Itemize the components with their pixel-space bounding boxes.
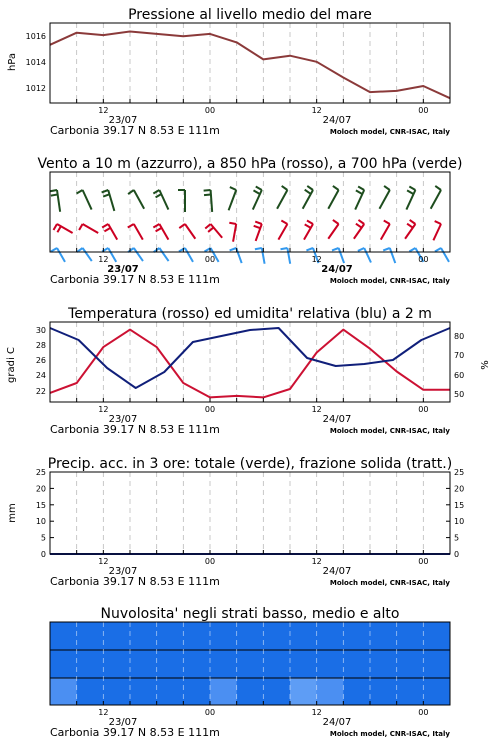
precip-ytick-right: 5: [454, 533, 460, 543]
wind-barb-shaft: [185, 248, 193, 262]
x-date-label: 24/07: [322, 566, 352, 577]
cloud-cells: [50, 622, 450, 705]
model-credit: Moloch model, CNR-ISAC, Italy: [329, 277, 450, 285]
pressure-title: Pressione al livello medio del mare: [128, 7, 372, 23]
wind-barb-feather: [77, 190, 83, 194]
wind-barb-feather: [305, 224, 311, 228]
location-label: Carbonia 39.17 N 8.53 E 111m: [50, 423, 220, 436]
x-time-tick-label: 00: [418, 106, 429, 115]
temperature-plot-frame: [50, 322, 450, 402]
wind-barb-shaft: [185, 224, 195, 239]
pressure-ytick: 1016: [25, 32, 46, 41]
wind-barb-shaft: [441, 248, 449, 262]
temperature-ytick: 30: [35, 326, 46, 335]
x-date-label: 23/07: [108, 115, 138, 126]
wind-barb-feather: [230, 187, 236, 190]
x-time-tick-label: 12: [311, 106, 322, 115]
x-date-label: 23/07: [107, 264, 139, 275]
precip-yticks: [36, 468, 464, 559]
wind-barb-feather: [204, 194, 211, 195]
wind-barb-feather: [255, 222, 262, 224]
pressure-gridlines: [77, 23, 424, 103]
x-time-tick-label: 00: [418, 405, 429, 414]
pressure-line: [50, 32, 450, 99]
x-time-tick-label: 00: [204, 106, 216, 115]
wind-barb-feather: [332, 248, 339, 250]
precip-ytick-left: 20: [35, 484, 46, 494]
wind-barb-feather: [128, 248, 134, 252]
wind-barb-shaft: [108, 248, 116, 262]
precip-ytick-left: 10: [35, 517, 46, 527]
wind-barb-feather: [204, 190, 211, 191]
wind-barb-feather: [51, 194, 58, 195]
cloud-row-medio: [50, 650, 450, 678]
wind-barb-feather: [253, 190, 259, 194]
wind-barb-shaft: [83, 190, 92, 210]
wind-barb-feather: [356, 224, 362, 228]
x-time-tick-label: 12: [311, 557, 322, 566]
x-time-tick-label: 12: [98, 557, 109, 566]
x-date-label: 24/07: [322, 717, 352, 728]
wind-barb-shaft: [159, 224, 168, 240]
wind-barb-shaft: [277, 190, 287, 209]
pressure-ytick: 1012: [25, 84, 46, 93]
wind-barb-feather: [307, 186, 313, 190]
wind-barb-feather: [356, 190, 362, 194]
model-credit: Moloch model, CNR-ISAC, Italy: [329, 427, 450, 435]
x-time-tick-label: 00: [204, 557, 216, 566]
wind-barb-feather: [230, 248, 237, 250]
wind-barb-feather: [179, 248, 185, 252]
temperature-panel: [6, 306, 491, 402]
x-date-label: 23/07: [108, 566, 138, 577]
x-date-label: 23/07: [108, 414, 138, 425]
precip-ytick-left: 5: [40, 533, 46, 543]
cloud-cell-thin: [317, 678, 344, 705]
wind-barb-feather: [333, 186, 339, 190]
pressure-ytick: 1014: [25, 58, 46, 67]
humidity-line: [50, 328, 450, 388]
humidity-ytick: 50: [454, 390, 465, 399]
x-time-tick-label: 12: [311, 708, 322, 717]
wind-barb-feather: [435, 221, 441, 224]
x-time-tick-label: 00: [418, 708, 429, 717]
wind-barb-feather: [409, 187, 415, 191]
x-date-label: 24/07: [321, 264, 353, 275]
wind-barb-shaft: [379, 190, 389, 209]
wind-barb-feather: [79, 224, 83, 230]
wind-barb-feather: [77, 248, 83, 252]
precip-ytick-left: 25: [35, 468, 46, 477]
x-time-tick-label: 12: [98, 708, 109, 717]
wind-barb-feather: [208, 227, 213, 231]
wind-barb-feather: [384, 221, 390, 225]
humidity-ytick: 80: [454, 332, 465, 341]
humidity-ytick: 70: [454, 351, 465, 360]
temperature-ytick: 24: [35, 371, 46, 380]
wind-barb-feather: [358, 220, 364, 224]
cloud-cell-thin: [210, 678, 237, 705]
wind-barb-feather: [104, 228, 110, 232]
wind-barb-feather: [358, 187, 364, 191]
wind-barb-feather: [254, 226, 261, 228]
location-label: Carbonia 39.17 N 8.53 E 111m: [50, 124, 220, 137]
wind-barb-shaft: [431, 190, 441, 209]
wind-barb-feather: [383, 248, 390, 250]
temperature-xticks: [77, 398, 424, 402]
wind-barb-feather: [435, 248, 441, 252]
x-date-label: 23/07: [108, 717, 138, 728]
wind-barb-shaft: [229, 190, 237, 210]
precip-gridlines: [77, 472, 424, 554]
precip-ytick-right: 15: [454, 500, 465, 510]
wind-barb-feather: [358, 248, 364, 251]
cloud-row-basso: [50, 678, 450, 705]
wind-plot-frame: [50, 172, 450, 252]
precip-ytick-right: 25: [454, 468, 465, 477]
wind-barb-feather: [407, 190, 413, 194]
x-time-tick-label: 12: [98, 255, 109, 264]
pressure-series: [50, 32, 450, 99]
wind-barb-feather: [281, 248, 288, 249]
wind-barb-shaft: [83, 248, 92, 261]
wind-barb-shaft: [381, 224, 390, 240]
wind-barb-shaft: [134, 224, 143, 240]
model-credit: Moloch model, CNR-ISAC, Italy: [329, 128, 450, 136]
pressure-panel: [7, 7, 450, 103]
wind-barb-feather: [102, 190, 109, 192]
temperature-series: [50, 328, 450, 397]
x-time-tick-label: 12: [311, 405, 322, 414]
precip-ytick-right: 0: [454, 550, 460, 559]
cloud-cell-thin: [290, 678, 317, 705]
wind-barb-shaft: [159, 190, 168, 210]
wind-barb-shaft: [328, 224, 338, 239]
wind-barb-feather: [255, 248, 262, 249]
x-date-label: 24/07: [322, 414, 352, 425]
wind-barb-feather: [179, 224, 185, 228]
wind-barb-feather: [229, 223, 236, 224]
temperature-line: [50, 330, 450, 398]
wind-barb-shaft: [233, 224, 236, 242]
wind-barb-shaft: [211, 190, 213, 212]
x-time-tick-label: 00: [204, 405, 216, 414]
wind-title: Vento a 10 m (azzurro), a 850 hPa (rosso), a 700 hPa (verde): [37, 156, 463, 172]
precip-ytick-right: 10: [454, 517, 465, 527]
cloud-title: Nuvolosita' negli strati basso, medio e alto: [100, 606, 400, 622]
x-time-tick-label: 12: [98, 405, 109, 414]
temperature-ytick: 22: [35, 387, 46, 396]
wind-barb-shaft: [57, 190, 60, 212]
cloud-panel: [50, 606, 450, 705]
x-time-tick-label: 00: [418, 557, 429, 566]
model-credit: Moloch model, CNR-ISAC, Italy: [329, 730, 450, 738]
wind-barb-shaft: [134, 190, 144, 209]
temperature-ylabel: gradi C: [6, 347, 17, 383]
humidity-ytick: 60: [454, 371, 465, 380]
precip-ytick-left: 0: [40, 550, 46, 559]
wind-barb-feather: [103, 194, 110, 196]
wind-barb-shaft: [433, 224, 441, 240]
wind-barb-shaft: [211, 224, 223, 238]
pressure-xticks: [77, 99, 424, 103]
wind-barb-feather: [54, 224, 58, 230]
wind-barb-feather: [128, 224, 134, 228]
humidity-ylabel: %: [480, 360, 491, 370]
wind-panel: [37, 156, 462, 264]
location-label: Carbonia 39.17 N 8.53 E 111m: [50, 726, 220, 739]
wind-barb-feather: [50, 190, 57, 191]
wind-barb-feather: [305, 190, 311, 194]
wind-barb-feather: [256, 187, 262, 191]
temperature-title: Temperatura (rosso) ed umidita' relativa (blu) a 2 m: [68, 306, 432, 322]
wind-barb-feather: [281, 221, 287, 225]
location-label: Carbonia 39.17 N 8.53 E 111m: [50, 575, 220, 588]
wind-barb-shaft: [278, 224, 287, 240]
wind-barb-shaft: [108, 190, 114, 211]
wind-barb-shaft: [134, 248, 143, 261]
precip-ytick-right: 20: [454, 484, 465, 494]
temperature-ytick: 26: [35, 356, 46, 365]
wind-barb-shaft: [108, 224, 117, 240]
temperature-ytick: 28: [35, 341, 46, 350]
wind-barb-feather: [51, 248, 57, 252]
wind-barb-feather: [410, 220, 416, 224]
wind-barb-shaft: [328, 190, 338, 209]
x-time-tick-label: 00: [418, 255, 429, 264]
wind-barb-feather: [307, 221, 313, 225]
precip-plot-frame: [50, 472, 450, 554]
wind-barb-feather: [409, 248, 415, 252]
x-date-label: 24/07: [322, 115, 352, 126]
wind-barb-feather: [57, 226, 61, 232]
wind-barb-shaft: [390, 248, 395, 263]
wind-barb-feather: [128, 190, 134, 194]
x-time-tick-label: 12: [98, 106, 109, 115]
wind-barb-shaft: [83, 224, 99, 233]
location-label: Carbonia 39.17 N 8.53 E 111m: [50, 273, 220, 286]
x-time-tick-label: 00: [204, 255, 216, 264]
wind-barb-shaft: [159, 248, 168, 261]
wind-barb-feather: [282, 186, 288, 190]
wind-barb-feather: [435, 186, 441, 190]
temperature-gridlines: [77, 322, 424, 402]
wind-barb-feather: [407, 224, 413, 228]
x-time-tick-label: 00: [204, 708, 216, 717]
cloud-cell-thin: [50, 678, 77, 705]
model-credit: Moloch model, CNR-ISAC, Italy: [329, 579, 450, 587]
wind-gridlines: [77, 172, 424, 252]
precip-ytick-left: 15: [35, 500, 46, 510]
precip-ylabel: mm: [7, 503, 18, 523]
wind-barb-feather: [384, 186, 390, 190]
precip-title: Precip. acc. in 3 ore: totale (verde), frazione solida (tratt.): [47, 456, 453, 472]
pressure-ylabel: hPa: [7, 52, 18, 72]
cloud-row-alto: [50, 622, 450, 650]
precip-panel: [7, 456, 464, 559]
wind-barb-feather: [333, 220, 339, 224]
wind-barb-feather: [306, 248, 313, 250]
x-time-tick-label: 12: [311, 255, 322, 264]
wind-barb-shaft: [57, 248, 65, 262]
wind-barb-feather: [102, 224, 108, 228]
